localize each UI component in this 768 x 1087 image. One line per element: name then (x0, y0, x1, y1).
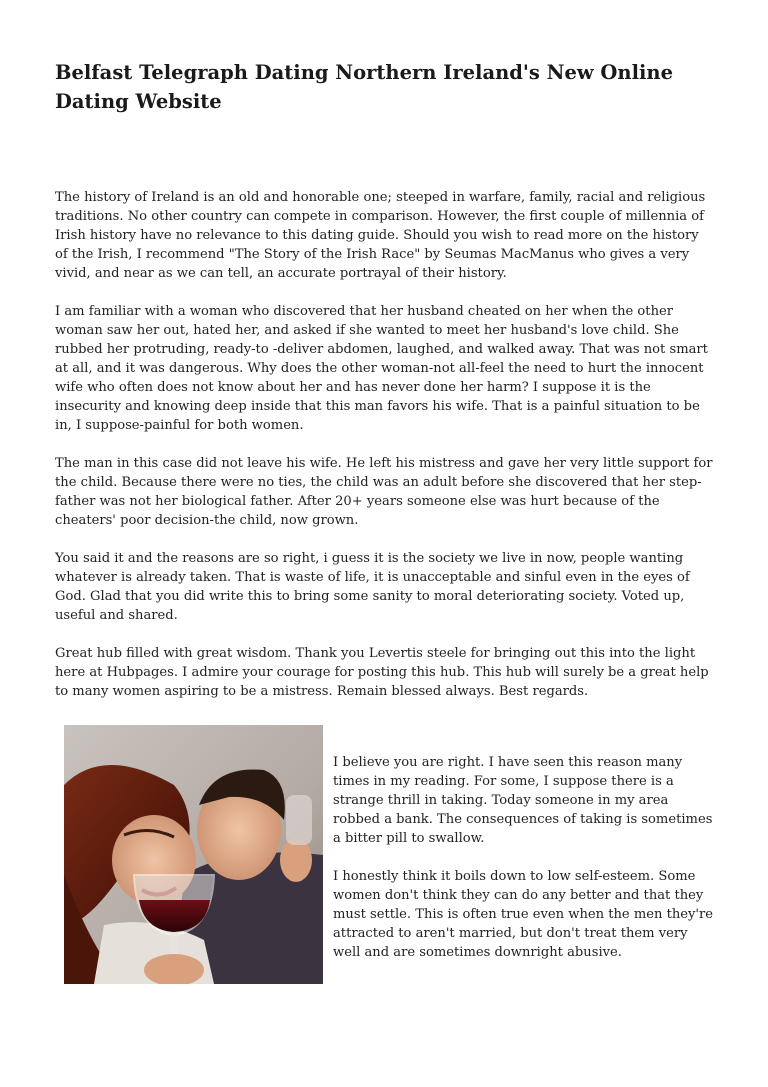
paragraph: Great hub filled with great wisdom. Thank you Levertis steele for bringing out this into the light here at Hubpages. I admire your courage for posting this hub. This hub will surely be a great help to many women aspiring to be a mistress. Remain blessed always. Best regards. (55, 646, 709, 699)
paragraph: I believe you are right. I have seen this reason many times in my reading. For some, I suppose there is a strange thrill in taking. Today someone in my area robbed a bank. The consequences of taking is sometimes a bitter pill to swallow. (333, 755, 713, 846)
paragraph: The history of Ireland is an old and honorable one; steeped in warfare, family, racial and religious traditions. No other country can compete in comparison. However, the first couple of millennia of Irish history have no relevance to this dating guide. Should you wish to read more on the history of the Irish, I recommend "The Story of the Irish Race" by Seumas MacManus who gives a very vivid, and near as we can tell, an accurate portrayal of their history. (55, 190, 706, 281)
document-header (55, 58, 715, 116)
side-column (333, 753, 718, 981)
paragraph: You said it and the reasons are so right, i guess it is the society we live in now, people wanting whatever is already taken. That is waste of life, it is unacceptable and sinful even in the eyes of God. Glad that you did write this to bring some sanity to moral deteriorating society. Voted up, useful and shared. (55, 551, 690, 623)
paragraph: I am familiar with a woman who discovered that her husband cheated on her when the other woman saw her out, hated her, and asked if she wanted to meet her husband's love child. She rubbed her protruding, ready-to -deliver abdomen, laughed, and walked away. That was not smart at all, and it was dangerous. Why does the other woman-not all-feel the need to hurt the innocent wife who often does not know about her and has never done her harm? I suppose it is the insecurity and knowing deep inside that this man favors his wife. That is a painful situation to be in, I suppose-painful for both women. (55, 304, 708, 433)
article-body (55, 188, 715, 720)
paragraph: The man in this case did not leave his wife. He left his mistress and gave her very little support for the child. Because there were no ties, the child was an adult before she discovered that her step-father was not her biological father. After 20+ years someone else was hurt because of the cheaters' poor decision-the child, now grown. (55, 456, 713, 528)
paragraph: I honestly think it boils down to low self-esteem. Some women don't think they can do any better and that they must settle. This is often true even when the men they're attracted to aren't married, but don't treat them very well and are sometimes downright abusive. (333, 869, 714, 960)
page-title: Belfast Telegraph Dating Northern Ireland's New Online Dating Website (55, 61, 673, 113)
couple-photo (64, 725, 323, 984)
